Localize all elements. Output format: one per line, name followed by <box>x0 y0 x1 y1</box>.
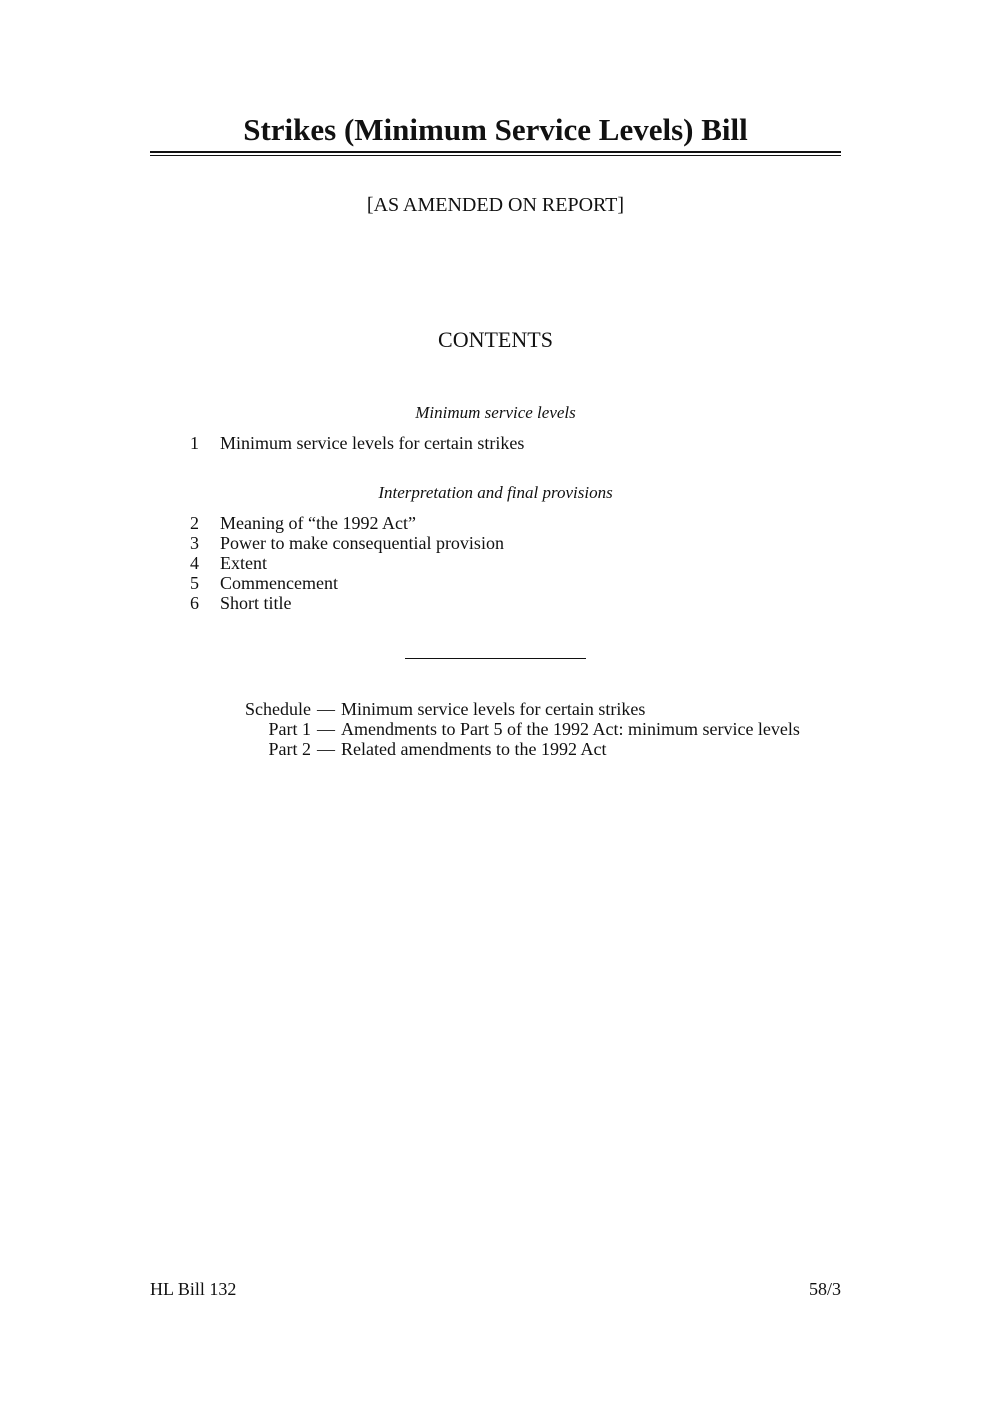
toc-item[interactable] <box>182 573 822 593</box>
toc-list-group-2 <box>182 513 822 613</box>
schedule-row-title: Amendments to Part 5 of the 1992 Act: minimum service levels <box>341 719 800 739</box>
toc-item-number: 4 <box>190 553 199 573</box>
schedule-row[interactable] <box>150 739 841 759</box>
toc-item-title: Meaning of “the 1992 Act” <box>220 513 416 533</box>
toc-item-number: 5 <box>190 573 199 593</box>
toc-item[interactable] <box>182 433 822 453</box>
contents-heading: CONTENTS <box>438 327 553 352</box>
schedule-row-dash: — <box>317 739 335 759</box>
toc-item-title: Commencement <box>220 573 338 593</box>
schedule-row-dash: — <box>317 719 335 739</box>
group-heading-interpretation: Interpretation and final provisions <box>378 483 613 502</box>
amendment-status: [AS AMENDED ON REPORT] <box>366 194 625 216</box>
group-heading-minimum-service-levels: Minimum service levels <box>415 403 576 422</box>
schedule-row-label: Schedule <box>245 699 311 719</box>
toc-item-number: 6 <box>190 593 199 613</box>
schedule-list <box>150 699 841 759</box>
toc-item-number: 2 <box>190 513 199 533</box>
schedule-row[interactable] <box>150 719 841 739</box>
toc-item-title: Power to make consequential provision <box>220 533 504 553</box>
toc-item[interactable] <box>182 533 822 553</box>
schedule-row-label: Part 1 <box>268 719 311 739</box>
footer-bill-reference: HL Bill 132 <box>150 1279 237 1299</box>
toc-item-title: Extent <box>220 553 267 573</box>
toc-item[interactable] <box>182 593 822 613</box>
title-rule-thin <box>150 155 841 156</box>
schedule-row-label: Part 2 <box>268 739 311 759</box>
toc-item[interactable] <box>182 513 822 533</box>
schedule-row-dash: — <box>317 699 335 719</box>
schedule-row-title: Related amendments to the 1992 Act <box>341 739 607 759</box>
section-divider <box>405 658 586 659</box>
title-rule-thick <box>150 151 841 153</box>
schedule-row-title: Minimum service levels for certain strikes <box>341 699 646 719</box>
toc-item-number: 3 <box>190 533 199 553</box>
toc-item[interactable] <box>182 553 822 573</box>
toc-item-title: Minimum service levels for certain strikes <box>220 433 525 453</box>
bill-title: Strikes (Minimum Service Levels) Bill <box>243 112 748 147</box>
toc-item-number: 1 <box>190 433 199 453</box>
toc-item-title: Short title <box>220 593 292 613</box>
toc-list-group-1 <box>182 433 822 453</box>
footer-print-code: 58/3 <box>808 1279 841 1299</box>
schedule-row[interactable] <box>150 699 841 719</box>
